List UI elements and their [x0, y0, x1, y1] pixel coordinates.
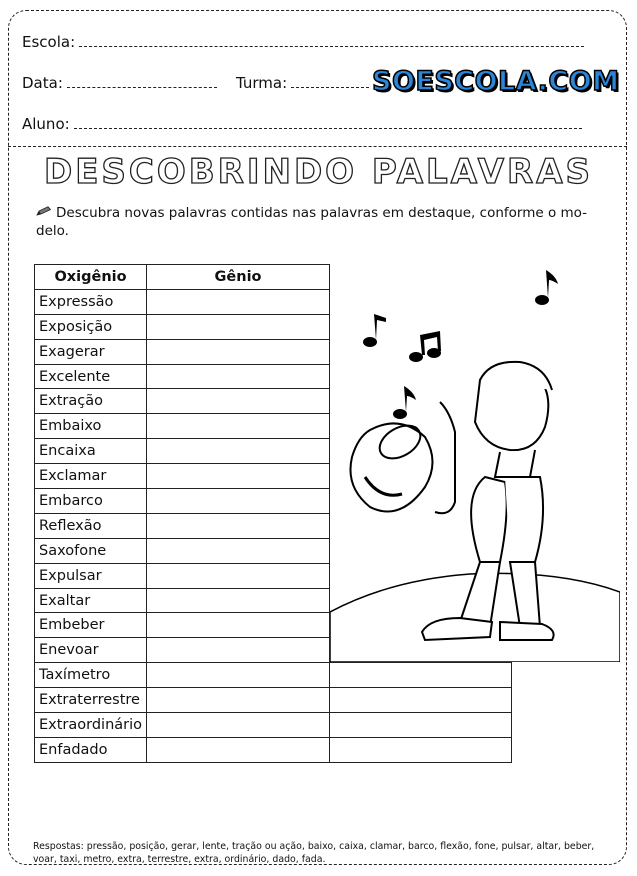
answer-cell[interactable] — [147, 439, 330, 464]
word-cell: Expulsar — [35, 563, 147, 588]
table-row — [35, 737, 512, 762]
extra-answer-cell[interactable] — [330, 688, 512, 713]
answer-cell[interactable] — [147, 538, 330, 563]
extra-answer-cell[interactable] — [330, 713, 512, 738]
word-cell: Extraordinário — [35, 713, 147, 738]
answer-cell[interactable] — [147, 414, 330, 439]
table-row — [35, 688, 512, 713]
instruction-text: Descubra novas palavras contidas nas palavras em destaque, conforme o mo-delo. — [36, 205, 588, 239]
extra-answer-cell[interactable] — [330, 663, 512, 688]
word-cell: Extração — [35, 389, 147, 414]
escola-field[interactable] — [22, 33, 584, 51]
word-cell: Taxímetro — [35, 663, 147, 688]
answer-cell[interactable] — [147, 389, 330, 414]
header-answer: Gênio — [147, 265, 330, 290]
answer-cell[interactable] — [147, 364, 330, 389]
answer-cell[interactable] — [147, 613, 330, 638]
answer-cell[interactable] — [147, 663, 330, 688]
word-cell: Exposição — [35, 314, 147, 339]
header-divider — [8, 146, 627, 147]
answer-cell[interactable] — [147, 638, 330, 663]
word-cell: Excelente — [35, 364, 147, 389]
table-row — [35, 663, 512, 688]
instruction — [36, 204, 596, 240]
word-cell: Expressão — [35, 289, 147, 314]
extra-answer-cell[interactable] — [330, 737, 512, 762]
data-label: Data: — [22, 74, 63, 92]
word-cell: Saxofone — [35, 538, 147, 563]
answer-cell[interactable] — [147, 464, 330, 489]
answer-cell[interactable] — [147, 588, 330, 613]
answer-cell[interactable] — [147, 314, 330, 339]
word-cell: Exclamar — [35, 464, 147, 489]
escola-label: Escola: — [22, 33, 76, 51]
aluno-label: Aluno: — [22, 115, 70, 133]
turma-label: Turma: — [236, 74, 288, 92]
saxophone-boy-illustration — [330, 262, 620, 662]
word-cell: Extraterrestre — [35, 688, 147, 713]
answer-cell[interactable] — [147, 713, 330, 738]
page-title: DESCOBRINDO PALAVRAS — [43, 152, 594, 192]
answer-cell[interactable] — [147, 489, 330, 514]
word-cell: Embaixo — [35, 414, 147, 439]
word-cell: Enfadado — [35, 737, 147, 762]
word-cell: Embeber — [35, 613, 147, 638]
answer-cell[interactable] — [147, 289, 330, 314]
answer-cell[interactable] — [147, 688, 330, 713]
header-word: Oxigênio — [35, 265, 147, 290]
site-logo: SOESCOLA.COM — [372, 66, 620, 97]
aluno-line[interactable] — [74, 127, 582, 129]
answer-cell[interactable] — [147, 513, 330, 538]
word-cell: Exaltar — [35, 588, 147, 613]
aluno-field[interactable] — [22, 115, 582, 133]
word-cell: Enevoar — [35, 638, 147, 663]
answer-key: Respostas: pressão, posição, gerar, lente, tração ou ação, baixo, caixa, clamar, barco, flexão, fone, pulsar, altar, beber, voar, taxi, metro, extra, terrestre, extra, ordinário, dado, fada. — [33, 841, 595, 865]
word-cell: Embarco — [35, 489, 147, 514]
table-row — [35, 713, 512, 738]
escola-line[interactable] — [79, 45, 584, 47]
pencil-icon — [36, 204, 52, 222]
word-cell: Exagerar — [35, 339, 147, 364]
data-line[interactable] — [67, 86, 217, 88]
turma-field[interactable] — [236, 74, 369, 92]
answer-cell[interactable] — [147, 737, 330, 762]
answer-cell[interactable] — [147, 563, 330, 588]
word-cell: Reflexão — [35, 513, 147, 538]
answer-cell[interactable] — [147, 339, 330, 364]
turma-line[interactable] — [291, 86, 369, 88]
word-cell: Encaixa — [35, 439, 147, 464]
data-field[interactable] — [22, 74, 217, 92]
